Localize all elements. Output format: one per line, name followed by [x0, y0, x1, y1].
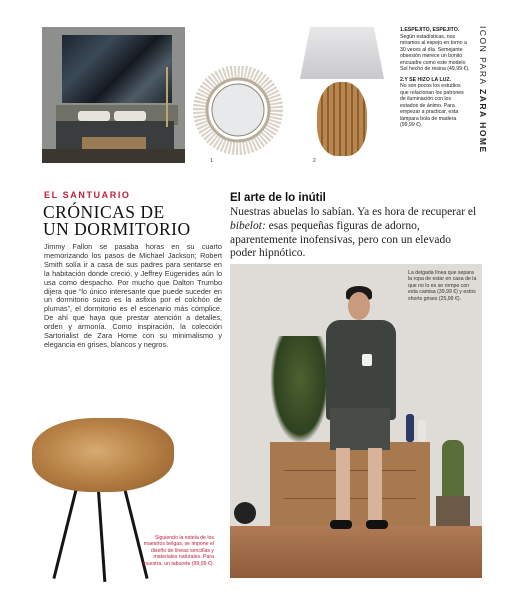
sun-mirror-photo — [192, 66, 290, 164]
stool-leg — [97, 486, 107, 582]
note-text-2: No son pocos los estudios que relacionan los patrones de iluminación con los estados de ánimo. Para empezar a practicar, esta lámpara bola de madera (99,99 €). — [400, 83, 464, 128]
article-headline — [43, 204, 233, 238]
product-notes — [400, 27, 470, 129]
stool-caption: Siguiendo la estela de los maestros belgas, se impone el diseño de líneas sencillas y materiales naturales. Para muestra, un taburete (99,99 €). — [142, 535, 214, 567]
lamp-shade — [300, 27, 384, 79]
section-label-brand: ZARA HOME — [478, 89, 488, 154]
note-heading-2: 2.Y SE HIZO LA LUZ. — [400, 76, 452, 83]
arte-title: El arte de lo inútil — [230, 192, 326, 204]
arte-lede-part2: esas pequeñas figuras de adorno, aparentemente inofensivas, pero con un elevado poder hipnótico. — [230, 219, 451, 260]
wooden-lamp-base — [317, 82, 367, 156]
model-caption: La delgada línea que separa la ropa de estar en casa de la que no lo es se rompe con esta camisa (39,99 €) y estos shorts grises (25,99 €). — [408, 270, 477, 302]
bedroom-photo — [42, 27, 185, 163]
stool-leg — [52, 485, 78, 579]
section-kicker: EL SANTUARIO — [44, 190, 131, 200]
arte-lede-part1: Nuestras abuelas lo sabían. Ya es hora de recuperar el — [230, 206, 477, 218]
headline-line-1: CRÓNICAS DE — [43, 202, 165, 222]
arte-lede — [230, 206, 480, 261]
photo-number-1: 1 — [210, 158, 213, 164]
headline-line-2: UN DORMITORIO — [43, 219, 191, 239]
article-body: Jimmy Fallon se pasaba horas en su cuarto memorizando los pasos de Michael Jackson; Robert Smith solía ir a casa de sus padres para sentarse en la habitación donde creció, y Jeffrey Eugenides aún lo usa como despacho. Por mucho que Dalton Trumbo dijera que “lo único interesante que puede suceder en un dormitorio suizo es la asfixia por el colchón de plumas”, el dormitorio es el escenario más cómplice. De ahí que haya que prestar atención a detalles, orden y armonía. Como inspiración, la colección Sartorialist de Zara Home con su minimalismo y elegancia en grises, blancos y negros. — [44, 242, 222, 349]
arte-lede-italic: bibelot: — [230, 219, 266, 232]
section-label-light: ICON PARA — [478, 26, 488, 90]
note-heading-1: 1.ESPEJITO, ESPEJITO. — [400, 27, 460, 33]
photo-number-2: 2 — [313, 158, 316, 164]
note-text-1: Según estadísticas, nos miramos al espejo en torno a 30 veces al día. Semejante obsesión merece un bonito encuadre como este modelo Sol hecho de resina (49,99 €). — [400, 33, 470, 72]
model-photo — [230, 264, 482, 578]
section-label — [478, 26, 488, 154]
wooden-stool-photo — [32, 418, 174, 492]
